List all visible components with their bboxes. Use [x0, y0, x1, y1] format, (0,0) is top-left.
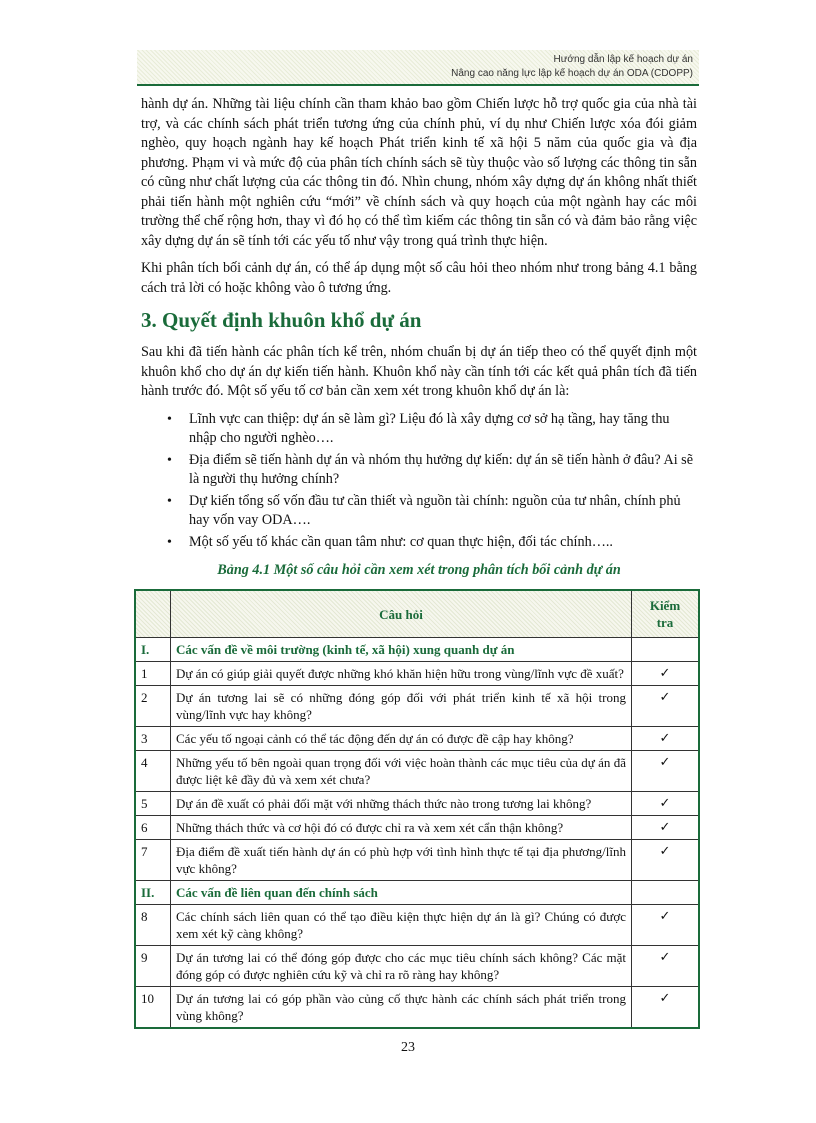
table-row: 2 Dự án tương lai sẽ có những đóng góp đối với phát triển kinh tế xã hội trong vùng/lĩnh vực hay không? ✓ — [135, 686, 699, 727]
header-check-cell: Kiểm tra — [632, 590, 700, 638]
table-row: 5 Dự án đề xuất có phải đối mặt với những thách thức nào trong tương lai không? ✓ — [135, 792, 699, 816]
running-header — [137, 50, 699, 86]
section-heading: 3. Quyết định khuôn khổ dự án — [141, 308, 422, 332]
bullet-list — [141, 410, 697, 553]
check-icon: ✓ — [632, 946, 700, 987]
bullet-item: • Địa điểm sẽ tiến hành dự án và nhóm thụ hưởng dự kiến: dự án sẽ tiến hành ở đâu? Ai sẽ là người thụ hưởng chính? — [167, 451, 693, 487]
table-row: 4 Những yếu tố bên ngoài quan trọng đối với việc hoàn thành các mục tiêu của dự án đã được liệt kê đầy đủ và xem xét chưa? ✓ — [135, 751, 699, 792]
check-icon: ✓ — [632, 662, 700, 686]
header-subtitle: Nâng cao năng lực lập kế hoạch dự án ODA (CDOPP) — [451, 68, 693, 79]
check-icon: ✓ — [632, 840, 700, 881]
page-content — [141, 95, 697, 587]
table-row: 8 Các chính sách liên quan có thể tạo điều kiện thực hiện dự án là gì? Chúng có được xem xét kỹ càng không? ✓ — [135, 905, 699, 946]
table-section-row: I. Các vấn đề về môi trường (kinh tế, xã hội) xung quanh dự án — [135, 638, 699, 662]
table-row: 1 Dự án có giúp giải quyết được những khó khăn hiện hữu trong vùng/lĩnh vực đề xuất? ✓ — [135, 662, 699, 686]
bullet-icon: • — [167, 534, 172, 550]
header-num-cell — [135, 590, 171, 638]
paragraph-3: Sau khi đã tiến hành các phân tích kể trên, nhóm chuẩn bị dự án tiếp theo có thể quyết định một khuôn khổ cho dự án dự kiến tiến hành. Khuôn khổ này cần tính tới các kết quả phân tích đã tiến hành trước đó. Một số yếu tố cơ bản cần xem xét trong khuôn khổ dự án là: — [141, 344, 697, 399]
table-row: 7 Địa điểm đề xuất tiến hành dự án có phù hợp với tình hình thực tế tại địa phương/lĩnh vực không? ✓ — [135, 840, 699, 881]
check-icon: ✓ — [632, 686, 700, 727]
bullet-item: • Lĩnh vực can thiệp: dự án sẽ làm gì? Liệu đó là xây dựng cơ sở hạ tầng, hay tăng thu nhập cho người nghèo…. — [167, 410, 670, 446]
bullet-item: • Dự kiến tổng số vốn đầu tư cần thiết và nguồn tài chính: nguồn của tư nhân, chính phủ hay vốn vay ODA…. — [167, 492, 681, 528]
check-icon: ✓ — [632, 727, 700, 751]
header-question-cell: Câu hỏi — [171, 590, 632, 638]
table-row: 9 Dự án tương lai có thể đóng góp được cho các mục tiêu chính sách không? Các mặt đóng góp có được nghiên cứu kỹ và chỉ ra rõ ràng hay không? ✓ — [135, 946, 699, 987]
check-icon: ✓ — [632, 987, 700, 1029]
table-section-row: II. Các vấn đề liên quan đến chính sách — [135, 881, 699, 905]
questions-table — [134, 589, 700, 1029]
bullet-item: • Một số yếu tố khác cần quan tâm như: cơ quan thực hiện, đối tác chính….. — [189, 533, 697, 553]
table-row: 6 Những thách thức và cơ hội đó có được chỉ ra và xem xét cẩn thận không? ✓ — [135, 816, 699, 840]
header-title: Hướng dẫn lập kế hoạch dự án — [553, 54, 693, 65]
bullet-icon: • — [167, 411, 172, 427]
check-icon: ✓ — [632, 816, 700, 840]
check-icon: ✓ — [632, 905, 700, 946]
bullet-icon: • — [167, 452, 172, 468]
check-icon: ✓ — [632, 751, 700, 792]
paragraph-1: hành dự án. Những tài liệu chính cần tham khảo bao gồm Chiến lược hỗ trợ quốc gia của nhà tài trợ, và các chính sách phát triển tương ứng của chính phủ, ví dụ như Chiến lược xóa đói giảm nghèo, quy hoạch ngành hay kế hoạch Phát triển kinh tế xã hội 5 năm của quốc gia và địa phương. Phạm vi và mức độ của phân tích chính sách sẽ tùy thuộc vào số lượng các thông tin sẵn có cũng như chất lượng của các thông tin đó. Nhìn chung, nhóm xây dựng dự án không nhất thiết phải tiến hành một nghiên cứu “mới” về chính sách và quy hoạch của một ngành hay các môi trường thể chế rộng hơn, thay vì đó họ có thể tìm kiếm các thông tin sẵn có và đảm bảo rằng việc xây dựng dự án sẽ tính tới các yếu tố như vậy trong quá trình thực hiện. — [141, 96, 697, 249]
page-number: 23 — [401, 1040, 415, 1055]
table-row: 3 Các yếu tố ngoại cảnh có thể tác động đến dự án có được đề cập hay không? ✓ — [135, 727, 699, 751]
bullet-icon: • — [167, 493, 172, 509]
table-caption: Bảng 4.1 Một số câu hỏi cần xem xét trong phân tích bối cảnh dự án — [217, 562, 621, 578]
table-header-row — [135, 590, 699, 638]
paragraph-2: Khi phân tích bối cảnh dự án, có thể áp dụng một số câu hỏi theo nhóm như trong bảng 4.1 bằng cách trả lời có hoặc không vào ô tương ứng. — [141, 260, 697, 296]
table-row: 10 Dự án tương lai có góp phần vào củng cố thực hành các chính sách phát triển trong vùng không? ✓ — [135, 987, 699, 1029]
check-icon: ✓ — [632, 792, 700, 816]
